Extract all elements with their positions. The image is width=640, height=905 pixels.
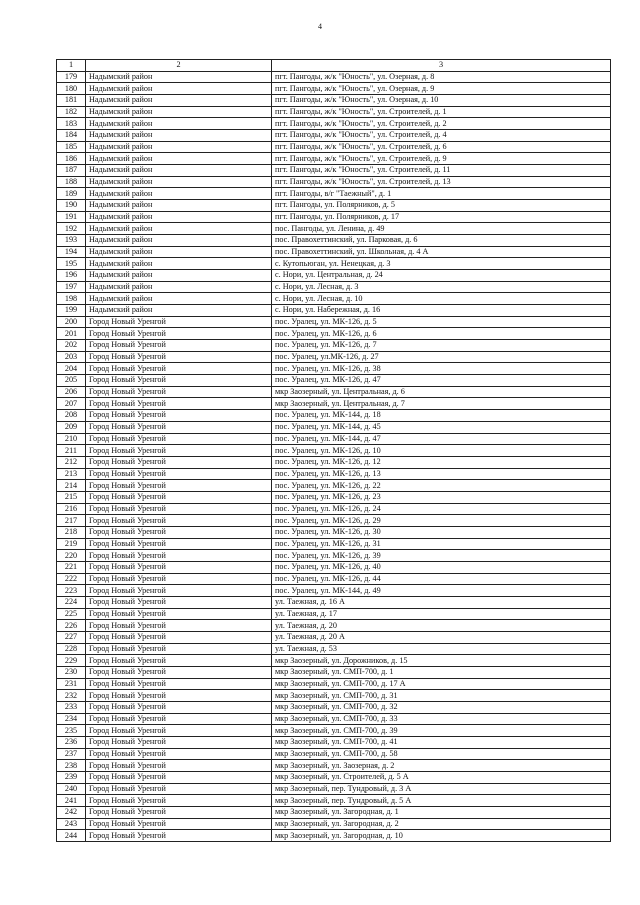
row-number-cell: 240 bbox=[57, 783, 86, 795]
address-cell: мкр Заозерный, ул. Дорожников, д. 15 bbox=[272, 655, 611, 667]
table-row bbox=[57, 491, 611, 503]
address-cell: ул. Таежная, д. 16 А bbox=[272, 596, 611, 608]
address-cell: пос. Уралец, ул. МК-126, д. 5 bbox=[272, 316, 611, 328]
row-number-cell: 222 bbox=[57, 573, 86, 585]
table-row bbox=[57, 807, 611, 819]
row-number-cell: 225 bbox=[57, 608, 86, 620]
address-cell: пос. Уралец, ул. МК-126, д. 31 bbox=[272, 538, 611, 550]
district-cell: Надымский район bbox=[86, 106, 272, 118]
row-number-cell: 215 bbox=[57, 491, 86, 503]
table-row bbox=[57, 515, 611, 527]
district-cell: Город Новый Уренгой bbox=[86, 468, 272, 480]
address-cell: ул. Таежная, д. 20 А bbox=[272, 631, 611, 643]
row-number-cell: 239 bbox=[57, 771, 86, 783]
district-cell: Город Новый Уренгой bbox=[86, 398, 272, 410]
table-row bbox=[57, 351, 611, 363]
district-cell: Город Новый Уренгой bbox=[86, 491, 272, 503]
address-table bbox=[56, 59, 611, 842]
table-row bbox=[57, 643, 611, 655]
row-number-cell: 195 bbox=[57, 258, 86, 270]
district-cell: Надымский район bbox=[86, 305, 272, 317]
address-cell: пос. Уралец, ул. МК-126, д. 6 bbox=[272, 328, 611, 340]
address-cell: пос. Уралец, ул. МК-126, д. 24 bbox=[272, 503, 611, 515]
address-cell: мкр Заозерный, ул. СМП-700, д. 17 А bbox=[272, 678, 611, 690]
address-cell: мкр Заозерный, ул. Строителей, д. 5 А bbox=[272, 771, 611, 783]
district-cell: Город Новый Уренгой bbox=[86, 736, 272, 748]
row-number-cell: 224 bbox=[57, 596, 86, 608]
table-row bbox=[57, 526, 611, 538]
district-cell: Город Новый Уренгой bbox=[86, 771, 272, 783]
table-row bbox=[57, 71, 611, 83]
district-cell: Надымский район bbox=[86, 118, 272, 130]
district-cell: Город Новый Уренгой bbox=[86, 783, 272, 795]
table-row bbox=[57, 305, 611, 317]
district-cell: Город Новый Уренгой bbox=[86, 620, 272, 632]
district-cell: Город Новый Уренгой bbox=[86, 748, 272, 760]
row-number-cell: 212 bbox=[57, 456, 86, 468]
row-number-cell: 180 bbox=[57, 83, 86, 95]
address-cell: с. Нори, ул. Центральная, д. 24 bbox=[272, 270, 611, 282]
row-number-cell: 204 bbox=[57, 363, 86, 375]
district-cell: Надымский район bbox=[86, 211, 272, 223]
table-row bbox=[57, 200, 611, 212]
address-cell: пос. Уралец, ул. МК-126, д. 22 bbox=[272, 480, 611, 492]
row-number-cell: 209 bbox=[57, 421, 86, 433]
table-row bbox=[57, 585, 611, 597]
district-cell: Надымский район bbox=[86, 293, 272, 305]
row-number-cell: 220 bbox=[57, 550, 86, 562]
district-cell: Надымский район bbox=[86, 141, 272, 153]
table-row bbox=[57, 550, 611, 562]
row-number-cell: 200 bbox=[57, 316, 86, 328]
district-cell: Город Новый Уренгой bbox=[86, 818, 272, 830]
row-number-cell: 233 bbox=[57, 701, 86, 713]
table-row bbox=[57, 538, 611, 550]
row-number-cell: 183 bbox=[57, 118, 86, 130]
address-cell: мкр Заозерный, ул. СМП-700, д. 31 bbox=[272, 690, 611, 702]
district-cell: Город Новый Уренгой bbox=[86, 807, 272, 819]
district-cell: Город Новый Уренгой bbox=[86, 456, 272, 468]
address-cell: мкр Заозерный, ул. СМП-700, д. 1 bbox=[272, 666, 611, 678]
district-cell: Город Новый Уренгой bbox=[86, 643, 272, 655]
table-row bbox=[57, 736, 611, 748]
district-cell: Надымский район bbox=[86, 258, 272, 270]
table-row bbox=[57, 188, 611, 200]
district-cell: Надымский район bbox=[86, 200, 272, 212]
district-cell: Город Новый Уренгой bbox=[86, 701, 272, 713]
address-cell: пгт. Пангоды, ж/к "Юность", ул. Строителей, д. 4 bbox=[272, 130, 611, 142]
district-cell: Надымский район bbox=[86, 83, 272, 95]
district-cell: Надымский район bbox=[86, 95, 272, 107]
address-table-body bbox=[57, 60, 611, 842]
row-number-cell: 243 bbox=[57, 818, 86, 830]
district-cell: Город Новый Уренгой bbox=[86, 526, 272, 538]
row-number-cell: 198 bbox=[57, 293, 86, 305]
table-row bbox=[57, 701, 611, 713]
address-cell: пос. Уралец, ул. МК-126, д. 30 bbox=[272, 526, 611, 538]
row-number-cell: 223 bbox=[57, 585, 86, 597]
row-number-cell: 197 bbox=[57, 281, 86, 293]
address-cell: мкр Заозерный, ул. СМП-700, д. 58 bbox=[272, 748, 611, 760]
row-number-cell: 229 bbox=[57, 655, 86, 667]
table-row bbox=[57, 445, 611, 457]
district-cell: Город Новый Уренгой bbox=[86, 573, 272, 585]
address-cell: пос. Уралец, ул. МК-126, д. 23 bbox=[272, 491, 611, 503]
district-cell: Надымский район bbox=[86, 270, 272, 282]
row-number-cell: 186 bbox=[57, 153, 86, 165]
district-cell: Город Новый Уренгой bbox=[86, 480, 272, 492]
table-row bbox=[57, 410, 611, 422]
table-row bbox=[57, 95, 611, 107]
row-number-cell: 207 bbox=[57, 398, 86, 410]
district-cell: Надымский район bbox=[86, 176, 272, 188]
address-cell: с. Нори, ул. Набережная, д. 16 bbox=[272, 305, 611, 317]
address-cell: пгт. Пангоды, ж/к "Юность", ул. Строителей, д. 2 bbox=[272, 118, 611, 130]
address-cell: мкр Заозерный, ул. Центральная, д. 6 bbox=[272, 386, 611, 398]
district-cell: Город Новый Уренгой bbox=[86, 550, 272, 562]
address-cell: мкр Заозерный, ул. Загородная, д. 2 bbox=[272, 818, 611, 830]
address-cell: пос. Уралец, ул. МК-126, д. 40 bbox=[272, 561, 611, 573]
address-cell: пос. Уралец, ул. МК-126, д. 39 bbox=[272, 550, 611, 562]
table-row bbox=[57, 608, 611, 620]
row-number-cell: 206 bbox=[57, 386, 86, 398]
address-cell: пгт. Пангоды, ул. Полярников, д. 5 bbox=[272, 200, 611, 212]
address-cell: пгт. Пангоды, ж/к "Юность", ул. Строителей, д. 11 bbox=[272, 165, 611, 177]
address-cell: пгт. Пангоды, ж/к "Юность", ул. Озерная, д. 8 bbox=[272, 71, 611, 83]
district-cell: Город Новый Уренгой bbox=[86, 596, 272, 608]
district-cell: Город Новый Уренгой bbox=[86, 760, 272, 772]
table-row bbox=[57, 421, 611, 433]
row-number-cell: 185 bbox=[57, 141, 86, 153]
district-cell: Город Новый Уренгой bbox=[86, 561, 272, 573]
address-cell: мкр Заозерный, ул. СМП-700, д. 39 bbox=[272, 725, 611, 737]
address-cell: мкр Заозерный, ул. СМП-700, д. 41 bbox=[272, 736, 611, 748]
row-number-cell: 218 bbox=[57, 526, 86, 538]
district-cell: Город Новый Уренгой bbox=[86, 410, 272, 422]
row-number-cell: 196 bbox=[57, 270, 86, 282]
row-number-cell: 187 bbox=[57, 165, 86, 177]
table-row bbox=[57, 433, 611, 445]
header-col-1: 1 bbox=[57, 60, 86, 72]
address-cell: мкр Заозерный, пер. Тундровый, д. 3 А bbox=[272, 783, 611, 795]
row-number-cell: 230 bbox=[57, 666, 86, 678]
table-row bbox=[57, 620, 611, 632]
table-row bbox=[57, 153, 611, 165]
district-cell: Город Новый Уренгой bbox=[86, 351, 272, 363]
table-row bbox=[57, 258, 611, 270]
table-row bbox=[57, 573, 611, 585]
district-cell: Надымский район bbox=[86, 246, 272, 258]
address-cell: пос. Пангоды, ул. Ленина, д. 49 bbox=[272, 223, 611, 235]
table-row bbox=[57, 748, 611, 760]
table-row bbox=[57, 503, 611, 515]
table-row bbox=[57, 456, 611, 468]
address-cell: ул. Таежная, д. 17 bbox=[272, 608, 611, 620]
table-row bbox=[57, 386, 611, 398]
address-cell: пос. Уралец, ул. МК-126, д. 13 bbox=[272, 468, 611, 480]
district-cell: Надымский район bbox=[86, 281, 272, 293]
table-row bbox=[57, 666, 611, 678]
address-cell: пгт. Пангоды, ж/к "Юность", ул. Озерная, д. 9 bbox=[272, 83, 611, 95]
table-row bbox=[57, 281, 611, 293]
row-number-cell: 189 bbox=[57, 188, 86, 200]
table-row bbox=[57, 468, 611, 480]
row-number-cell: 217 bbox=[57, 515, 86, 527]
district-cell: Город Новый Уренгой bbox=[86, 386, 272, 398]
table-row bbox=[57, 293, 611, 305]
address-cell: пос. Уралец, ул. МК-144, д. 49 bbox=[272, 585, 611, 597]
row-number-cell: 181 bbox=[57, 95, 86, 107]
district-cell: Город Новый Уренгой bbox=[86, 631, 272, 643]
table-header-row bbox=[57, 60, 611, 72]
address-cell: ул. Таежная, д. 53 bbox=[272, 643, 611, 655]
row-number-cell: 210 bbox=[57, 433, 86, 445]
district-cell: Город Новый Уренгой bbox=[86, 678, 272, 690]
address-cell: пос. Уралец, ул. МК-126, д. 44 bbox=[272, 573, 611, 585]
row-number-cell: 214 bbox=[57, 480, 86, 492]
row-number-cell: 199 bbox=[57, 305, 86, 317]
district-cell: Город Новый Уренгой bbox=[86, 445, 272, 457]
table-row bbox=[57, 783, 611, 795]
table-row bbox=[57, 725, 611, 737]
table-row bbox=[57, 760, 611, 772]
district-cell: Город Новый Уренгой bbox=[86, 433, 272, 445]
district-cell: Надымский район bbox=[86, 235, 272, 247]
table-row bbox=[57, 176, 611, 188]
row-number-cell: 202 bbox=[57, 340, 86, 352]
table-row bbox=[57, 561, 611, 573]
row-number-cell: 238 bbox=[57, 760, 86, 772]
address-cell: пос. Уралец, ул.МК-126, д. 27 bbox=[272, 351, 611, 363]
district-cell: Город Новый Уренгой bbox=[86, 503, 272, 515]
table-row bbox=[57, 165, 611, 177]
row-number-cell: 192 bbox=[57, 223, 86, 235]
district-cell: Надымский район bbox=[86, 71, 272, 83]
row-number-cell: 226 bbox=[57, 620, 86, 632]
address-cell: пгт. Пангоды, ул. Полярников, д. 17 bbox=[272, 211, 611, 223]
address-cell: пгт. Пангоды, ж/к "Юность", ул. Строителей, д. 9 bbox=[272, 153, 611, 165]
district-cell: Город Новый Уренгой bbox=[86, 363, 272, 375]
address-cell: пос. Уралец, ул. МК-144, д. 18 bbox=[272, 410, 611, 422]
row-number-cell: 179 bbox=[57, 71, 86, 83]
table-row bbox=[57, 270, 611, 282]
row-number-cell: 208 bbox=[57, 410, 86, 422]
table-row bbox=[57, 678, 611, 690]
table-row bbox=[57, 480, 611, 492]
district-cell: Город Новый Уренгой bbox=[86, 421, 272, 433]
district-cell: Город Новый Уренгой bbox=[86, 666, 272, 678]
address-cell: пос. Уралец, ул. МК-126, д. 12 bbox=[272, 456, 611, 468]
row-number-cell: 236 bbox=[57, 736, 86, 748]
address-cell: пос. Уралец, ул. МК-144, д. 47 bbox=[272, 433, 611, 445]
table-row bbox=[57, 795, 611, 807]
row-number-cell: 190 bbox=[57, 200, 86, 212]
district-cell: Город Новый Уренгой bbox=[86, 340, 272, 352]
district-cell: Город Новый Уренгой bbox=[86, 585, 272, 597]
table-row bbox=[57, 398, 611, 410]
address-cell: с. Кутопьюган, ул. Ненецкая, д. 3 bbox=[272, 258, 611, 270]
district-cell: Город Новый Уренгой bbox=[86, 515, 272, 527]
table-row bbox=[57, 83, 611, 95]
district-cell: Город Новый Уренгой bbox=[86, 713, 272, 725]
district-cell: Надымский район bbox=[86, 153, 272, 165]
row-number-cell: 235 bbox=[57, 725, 86, 737]
address-cell: пгт. Пангоды, ж/к "Юность", ул. Строителей, д. 1 bbox=[272, 106, 611, 118]
row-number-cell: 205 bbox=[57, 375, 86, 387]
table-row bbox=[57, 328, 611, 340]
address-cell: пос. Правохеттинский, ул. Парковая, д. 6 bbox=[272, 235, 611, 247]
address-cell: мкр Заозерный, ул. Загородная, д. 1 bbox=[272, 807, 611, 819]
table-row bbox=[57, 830, 611, 842]
address-cell: пос. Правохеттинский, ул. Школьная, д. 4 А bbox=[272, 246, 611, 258]
row-number-cell: 219 bbox=[57, 538, 86, 550]
address-cell: пгт. Пангоды, в/г "Таежный", д. 1 bbox=[272, 188, 611, 200]
row-number-cell: 216 bbox=[57, 503, 86, 515]
address-cell: пос. Уралец, ул. МК-126, д. 29 bbox=[272, 515, 611, 527]
table-row bbox=[57, 363, 611, 375]
row-number-cell: 193 bbox=[57, 235, 86, 247]
address-cell: пгт. Пангоды, ж/к "Юность", ул. Строителей, д. 13 bbox=[272, 176, 611, 188]
table-row bbox=[57, 713, 611, 725]
district-cell: Город Новый Уренгой bbox=[86, 328, 272, 340]
district-cell: Надымский район bbox=[86, 130, 272, 142]
table-row bbox=[57, 818, 611, 830]
table-row bbox=[57, 211, 611, 223]
row-number-cell: 241 bbox=[57, 795, 86, 807]
row-number-cell: 184 bbox=[57, 130, 86, 142]
table-row bbox=[57, 118, 611, 130]
row-number-cell: 237 bbox=[57, 748, 86, 760]
row-number-cell: 228 bbox=[57, 643, 86, 655]
district-cell: Город Новый Уренгой bbox=[86, 375, 272, 387]
district-cell: Город Новый Уренгой bbox=[86, 830, 272, 842]
row-number-cell: 191 bbox=[57, 211, 86, 223]
district-cell: Надымский район bbox=[86, 188, 272, 200]
address-cell: мкр Заозерный, ул. СМП-700, д. 33 bbox=[272, 713, 611, 725]
table-row bbox=[57, 316, 611, 328]
address-cell: пос. Уралец, ул. МК-126, д. 10 bbox=[272, 445, 611, 457]
row-number-cell: 227 bbox=[57, 631, 86, 643]
address-cell: пгт. Пангоды, ж/к "Юность", ул. Строителей, д. 6 bbox=[272, 141, 611, 153]
address-cell: мкр Заозерный, ул. СМП-700, д. 32 bbox=[272, 701, 611, 713]
district-cell: Город Новый Уренгой bbox=[86, 655, 272, 667]
header-col-3: 3 bbox=[272, 60, 611, 72]
row-number-cell: 194 bbox=[57, 246, 86, 258]
address-cell: пос. Уралец, ул. МК-126, д. 7 bbox=[272, 340, 611, 352]
table-row bbox=[57, 130, 611, 142]
page-number: 4 bbox=[318, 22, 322, 31]
district-cell: Надымский район bbox=[86, 165, 272, 177]
district-cell: Надымский район bbox=[86, 223, 272, 235]
table-row bbox=[57, 141, 611, 153]
address-cell: пос. Уралец, ул. МК-126, д. 38 bbox=[272, 363, 611, 375]
address-cell: ул. Таежная, д. 20 bbox=[272, 620, 611, 632]
row-number-cell: 213 bbox=[57, 468, 86, 480]
row-number-cell: 203 bbox=[57, 351, 86, 363]
address-cell: с. Нори, ул. Лесная, д. 3 bbox=[272, 281, 611, 293]
district-cell: Город Новый Уренгой bbox=[86, 795, 272, 807]
row-number-cell: 244 bbox=[57, 830, 86, 842]
row-number-cell: 232 bbox=[57, 690, 86, 702]
address-cell: пос. Уралец, ул. МК-144, д. 45 bbox=[272, 421, 611, 433]
row-number-cell: 188 bbox=[57, 176, 86, 188]
address-cell: с. Нори, ул. Лесная, д. 10 bbox=[272, 293, 611, 305]
table-row bbox=[57, 596, 611, 608]
table-row bbox=[57, 631, 611, 643]
row-number-cell: 242 bbox=[57, 807, 86, 819]
table-row bbox=[57, 235, 611, 247]
row-number-cell: 231 bbox=[57, 678, 86, 690]
table-row bbox=[57, 340, 611, 352]
district-cell: Город Новый Уренгой bbox=[86, 725, 272, 737]
row-number-cell: 221 bbox=[57, 561, 86, 573]
district-cell: Город Новый Уренгой bbox=[86, 608, 272, 620]
table-row bbox=[57, 246, 611, 258]
table-row bbox=[57, 655, 611, 667]
address-cell: мкр Заозерный, ул. Центральная, д. 7 bbox=[272, 398, 611, 410]
header-col-2: 2 bbox=[86, 60, 272, 72]
row-number-cell: 182 bbox=[57, 106, 86, 118]
row-number-cell: 234 bbox=[57, 713, 86, 725]
district-cell: Город Новый Уренгой bbox=[86, 316, 272, 328]
district-cell: Город Новый Уренгой bbox=[86, 538, 272, 550]
address-cell: мкр Заозерный, ул. Загородная, д. 10 bbox=[272, 830, 611, 842]
district-cell: Город Новый Уренгой bbox=[86, 690, 272, 702]
row-number-cell: 211 bbox=[57, 445, 86, 457]
address-cell: мкр Заозерный, ул. Заозерная, д. 2 bbox=[272, 760, 611, 772]
row-number-cell: 201 bbox=[57, 328, 86, 340]
address-cell: пгт. Пангоды, ж/к "Юность", ул. Озерная, д. 10 bbox=[272, 95, 611, 107]
table-row bbox=[57, 106, 611, 118]
table-row bbox=[57, 771, 611, 783]
table-row bbox=[57, 375, 611, 387]
address-cell: мкр Заозерный, пер. Тундровый, д. 5 А bbox=[272, 795, 611, 807]
table-row bbox=[57, 223, 611, 235]
address-cell: пос. Уралец, ул. МК-126, д. 47 bbox=[272, 375, 611, 387]
table-row bbox=[57, 690, 611, 702]
